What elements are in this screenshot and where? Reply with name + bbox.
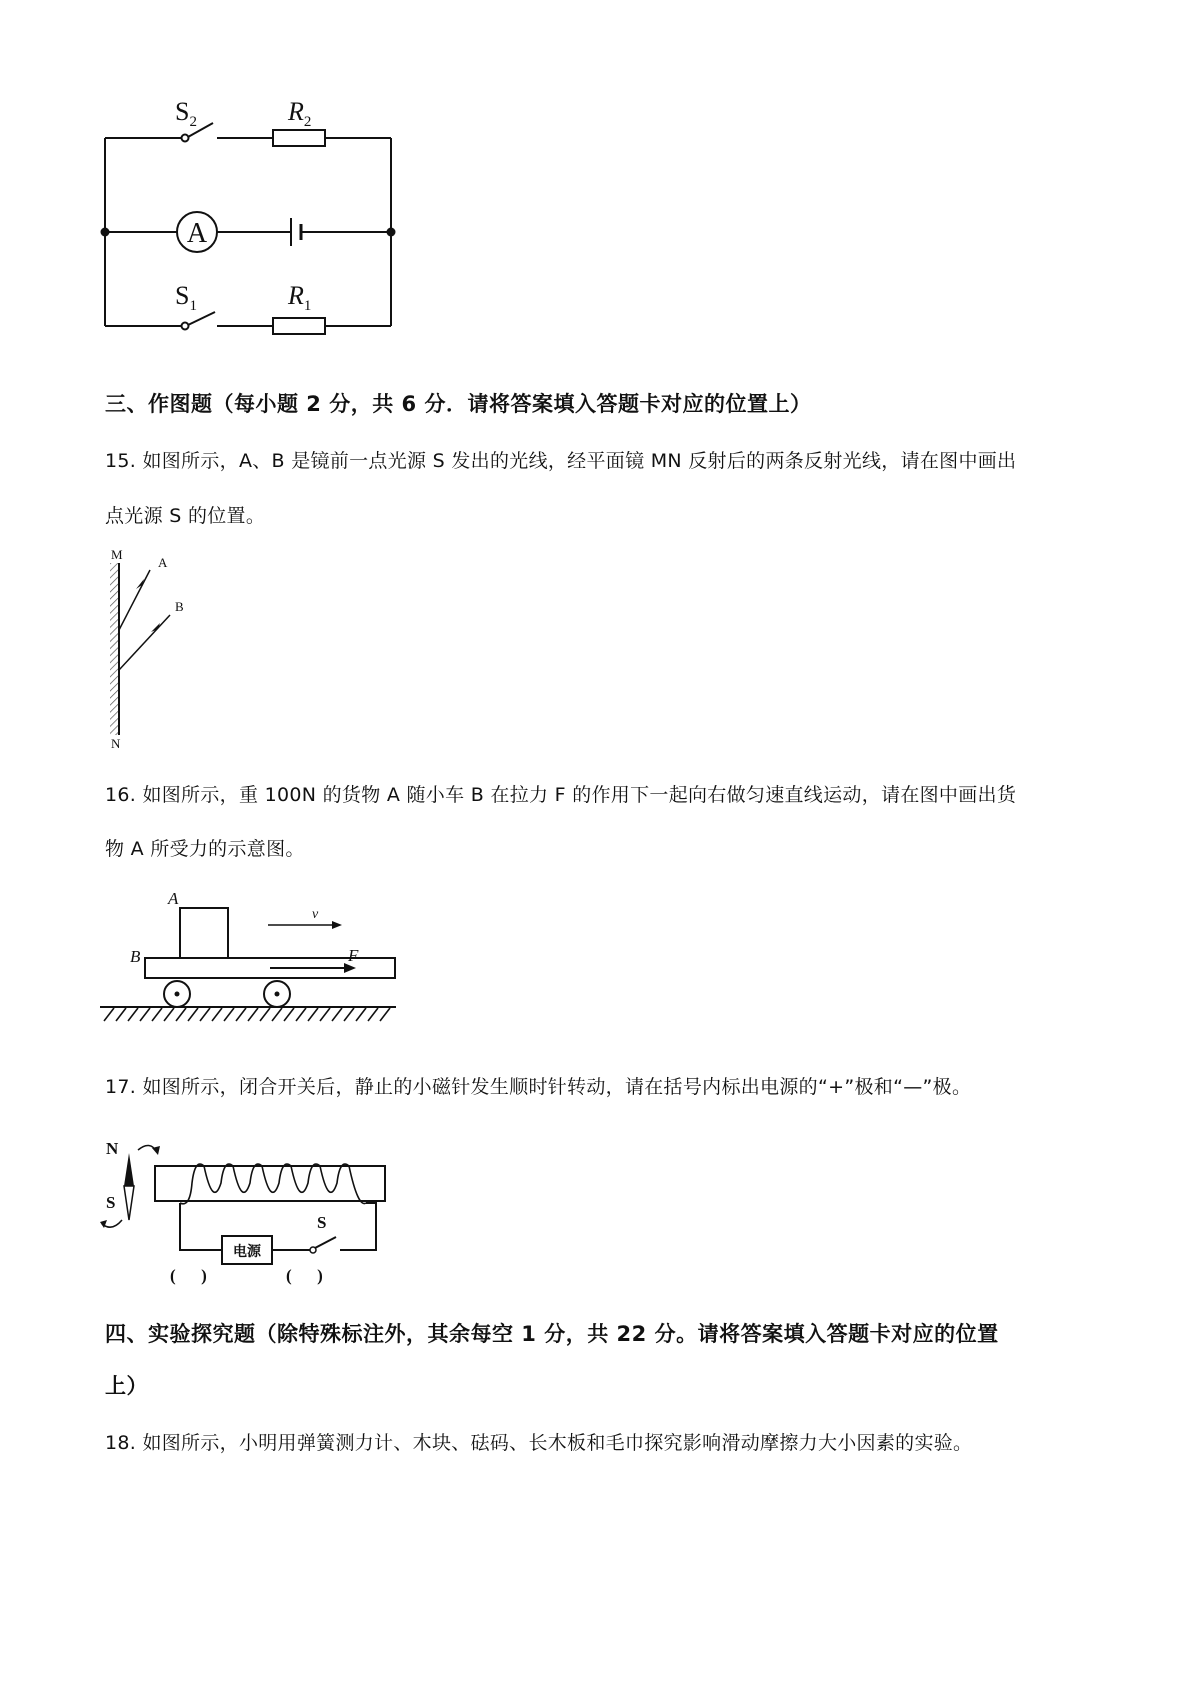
wire-right	[340, 1203, 376, 1250]
ray-a	[119, 570, 150, 630]
section4-heading-line2: 上）	[105, 1374, 148, 1398]
section4-heading-line1: 四、实验探究题（除特殊标注外，其余每空 1 分，共 22 分。请将答案填入答题卡对应的位置	[105, 1322, 999, 1346]
junction-left	[101, 228, 110, 237]
switch-s2	[182, 135, 189, 142]
ground-hatching	[104, 1008, 390, 1021]
wheel-right-axle	[275, 992, 280, 997]
q16-text-line2: 物 A 所受力的示意图。	[105, 838, 305, 860]
q15-text-line2: 点光源 S 的位置。	[105, 505, 266, 527]
mirror-hatching	[110, 563, 119, 735]
solenoid-diagram	[100, 1128, 430, 1288]
switch-lever	[315, 1237, 336, 1248]
label-power-supply: 电源	[233, 1245, 261, 1260]
resistor-r2	[273, 130, 325, 146]
resistor-r1	[273, 318, 325, 334]
bracket-right: ( )	[286, 1266, 323, 1285]
label-force: F	[348, 946, 359, 965]
bracket-left: ( )	[170, 1266, 207, 1285]
cart-diagram	[100, 885, 400, 1025]
label-switch: S	[317, 1213, 327, 1232]
junction-right	[387, 228, 396, 237]
label-cargo-a: A	[168, 889, 179, 908]
q18-text-line1: 18. 如图所示，小明用弹簧测力计、木块、砝码、长木板和毛巾探究影响滑动摩擦力大小因素的实验。	[105, 1432, 973, 1454]
q17-text-line1: 17. 如图所示，闭合开关后，静止的小磁针发生顺时针转动，请在括号内标出电源的“+”极和“—”极。	[105, 1076, 972, 1098]
label-velocity: v	[312, 907, 319, 922]
section3-heading: 三、作图题（每小题 2 分，共 6 分．请将答案填入答题卡对应的位置上）	[105, 392, 812, 416]
label-cart-b: B	[130, 947, 141, 966]
label-needle-n: N	[106, 1139, 119, 1158]
wire-left	[180, 1203, 222, 1250]
q15-text-line1: 15. 如图所示，A、B 是镜前一点光源 S 发出的光线，经平面镜 MN 反射后的两条反射光线，请在图中画出	[105, 450, 1017, 472]
label-m: M	[111, 547, 123, 562]
label-r2: $R_2$	[288, 97, 312, 130]
ammeter-label: A	[186, 218, 208, 249]
needle-south-half	[124, 1186, 134, 1220]
label-needle-s: S	[106, 1193, 116, 1212]
label-ray-a: A	[158, 555, 168, 570]
needle-north-half	[124, 1153, 134, 1186]
velocity-arrowhead	[332, 921, 342, 929]
label-ray-b: B	[175, 599, 184, 614]
q16-text-line1: 16. 如图所示，重 100N 的货物 A 随小车 B 在拉力 F 的作用下一起向右做匀速直线运动，请在图中画出货	[105, 784, 1017, 806]
circuit-diagram	[95, 90, 435, 360]
wheel-left-axle	[175, 992, 180, 997]
cargo-a	[180, 908, 228, 958]
mirror-diagram	[100, 545, 210, 750]
label-s2: $S_2$	[175, 97, 197, 130]
label-s1: $S_1$	[175, 281, 197, 314]
label-r1: $R_1$	[288, 281, 312, 314]
ray-b	[119, 615, 170, 670]
label-n: N	[111, 736, 121, 750]
switch-s1	[182, 323, 189, 330]
